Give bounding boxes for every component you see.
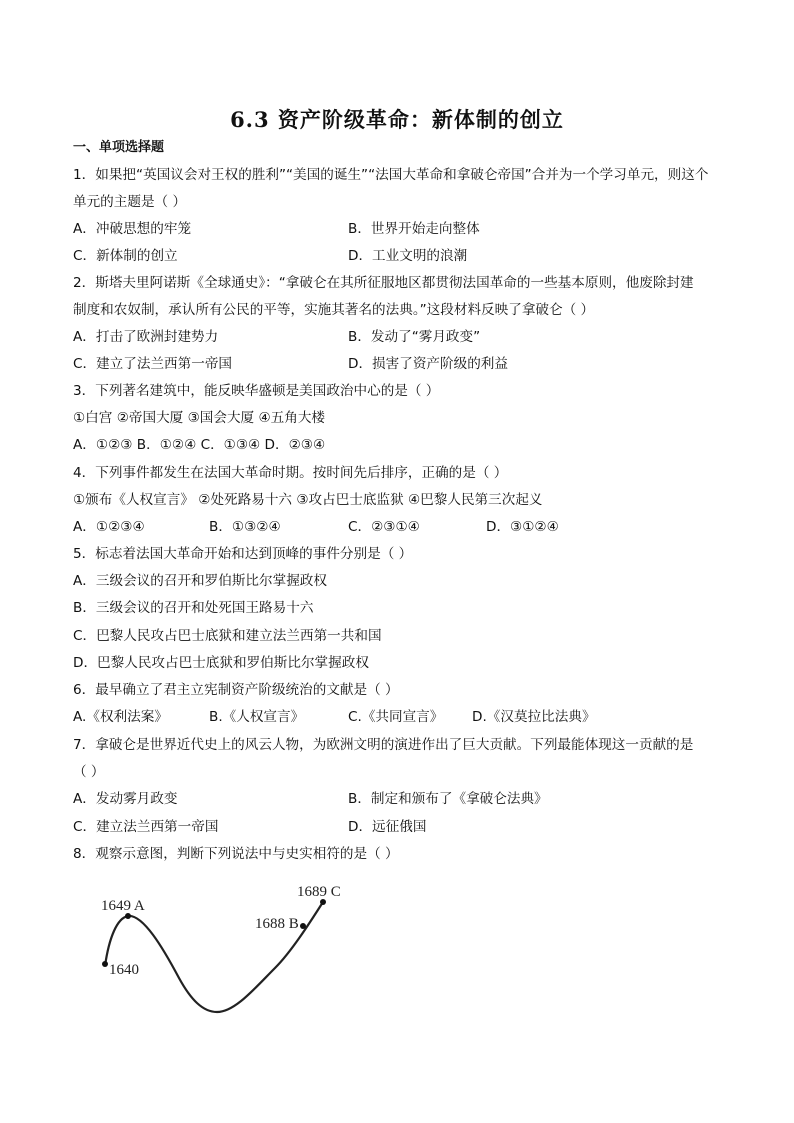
label-1688-b: 1688 B bbox=[255, 916, 299, 932]
question-6-option-c: C.《共同宣言》 bbox=[348, 709, 444, 725]
question-7-option-c: C．建立法兰西第一帝国 bbox=[73, 819, 219, 835]
question-3-stem: 3．下列著名建筑中，能反映华盛顿是美国政治中心的是（ ） bbox=[73, 383, 440, 399]
question-7-option-b: B．制定和颁布了《拿破仑法典》 bbox=[348, 791, 548, 807]
question-1-option-b: B．世界开始走向整体 bbox=[348, 221, 480, 237]
question-5-option-c: C．巴黎人民攻占巴士底狱和建立法兰西第一共和国 bbox=[73, 628, 382, 644]
question-2-option-a: A．打击了欧洲封建势力 bbox=[73, 329, 219, 345]
question-4-option-a: A．①②③④ bbox=[73, 519, 145, 535]
question-6-option-a: A.《权利法案》 bbox=[73, 709, 168, 725]
point-b-marker bbox=[300, 923, 306, 929]
label-1689-c: 1689 C bbox=[297, 884, 341, 900]
label-1649-a: 1649 A bbox=[101, 898, 145, 914]
question-7-stem: 7．拿破仑是世界近代史上的风云人物，为欧洲文明的演进作出了巨大贡献。下列最能体现这一贡献的是 bbox=[73, 737, 694, 753]
question-4-option-d: D．③①②④ bbox=[486, 519, 559, 535]
question-6-option-b: B.《人权宣言》 bbox=[209, 709, 305, 725]
question-1-stem-cont: 单元的主题是（ ） bbox=[73, 194, 187, 210]
question-4-stem: 4．下列事件都发生在法国大革命时期。按时间先后排序，正确的是（ ） bbox=[73, 465, 508, 481]
question-1-option-a: A．冲破思想的牢笼 bbox=[73, 221, 192, 237]
question-2-stem: 2．斯塔夫里阿诺斯《全球通史》：“拿破仑在其所征服地区都贯彻法国革命的一些基本原则，他废除封建 bbox=[73, 275, 694, 291]
page-title: 6.3 资产阶级革命：新体制的创立 bbox=[230, 107, 564, 132]
question-7-stem-cont: （ ） bbox=[73, 764, 105, 780]
label-1640: 1640 bbox=[109, 962, 139, 978]
question-8-stem: 8．观察示意图，判断下列说法中与史实相符的是（ ） bbox=[73, 846, 399, 862]
question-1-option-c: C．新体制的创立 bbox=[73, 248, 178, 264]
question-2-option-c: C．建立了法兰西第一帝国 bbox=[73, 356, 233, 372]
question-4-option-c: C．②③①④ bbox=[348, 519, 420, 535]
question-2-option-d: D．损害了资产阶级的利益 bbox=[348, 356, 508, 372]
question-4-items: ①颁布《人权宣言》 ②处死路易十六 ③攻占巴士底监狱 ④巴黎人民第三次起义 bbox=[73, 492, 543, 508]
question-3-options: A．①②③ B．①②④ C．①③④ D．②③④ bbox=[73, 437, 326, 453]
question-1-option-d: D．工业文明的浪潮 bbox=[348, 248, 468, 264]
question-5-option-b: B．三级会议的召开和处死国王路易十六 bbox=[73, 600, 314, 616]
question-2-option-b: B．发动了“雾月政变” bbox=[348, 329, 481, 345]
question-4-option-b: B．①③②④ bbox=[209, 519, 281, 535]
question-2-stem-cont: 制度和农奴制，承认所有公民的平等，实施其著名的法典。”这段材料反映了拿破仑（ ） bbox=[73, 302, 595, 318]
section-heading: 一、单项选择题 bbox=[73, 140, 165, 155]
question-5-option-d: D．巴黎人民攻占巴士底狱和罗伯斯比尔掌握政权 bbox=[73, 655, 369, 671]
history-curve-diagram bbox=[95, 878, 355, 1018]
question-6-stem: 6．最早确立了君主立宪制资产阶级统治的文献是（ ） bbox=[73, 682, 399, 698]
question-1-stem: 1．如果把“英国议会对王权的胜利”“美国的诞生”“法国大革命和拿破仑帝国”合并为一个学习单元，则这个 bbox=[73, 167, 709, 183]
question-5-option-a: A．三级会议的召开和罗伯斯比尔掌握政权 bbox=[73, 573, 327, 589]
question-5-stem: 5．标志着法国大革命开始和达到顶峰的事件分别是（ ） bbox=[73, 546, 413, 562]
question-7-option-d: D．远征俄国 bbox=[348, 819, 427, 835]
point-start-marker bbox=[102, 961, 108, 967]
question-3-items: ①白宫 ②帝国大厦 ③国会大厦 ④五角大楼 bbox=[73, 410, 326, 426]
question-7-option-a: A．发动雾月政变 bbox=[73, 791, 178, 807]
question-6-option-d: D.《汉莫拉比法典》 bbox=[472, 709, 596, 725]
